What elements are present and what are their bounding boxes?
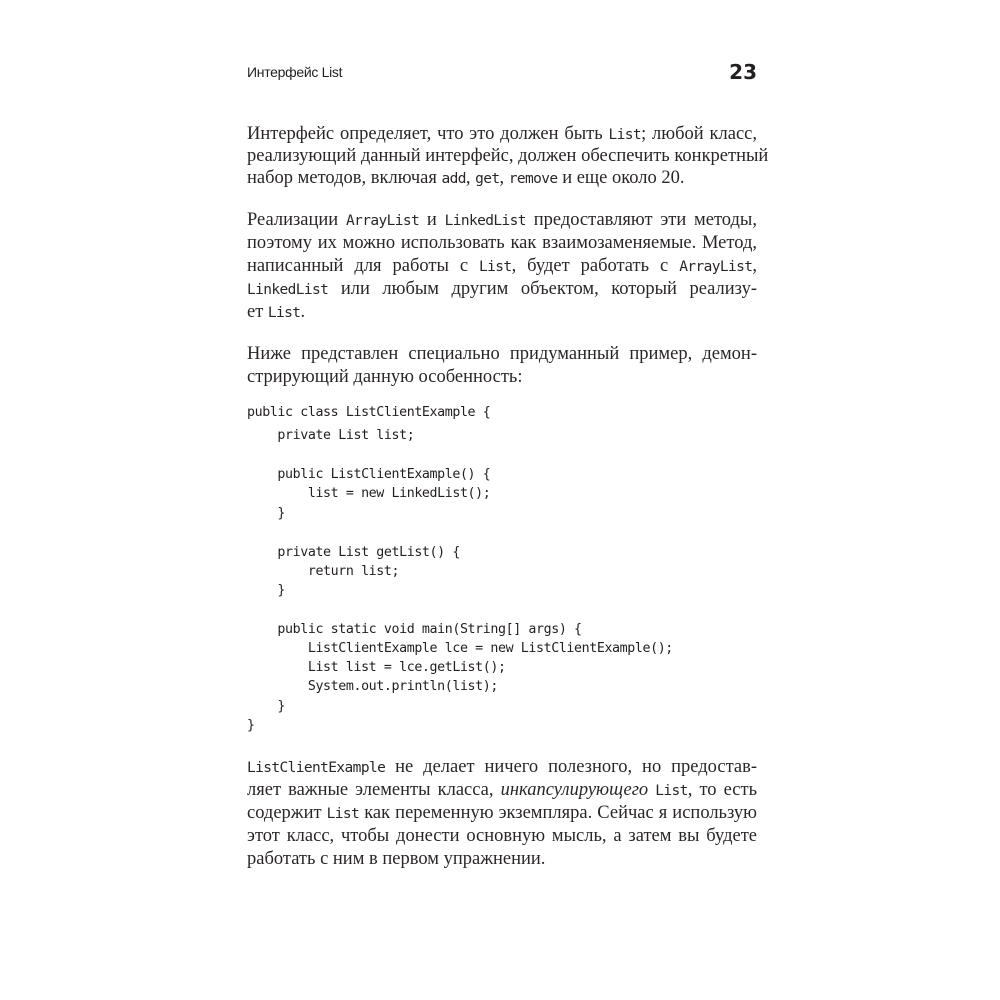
text-run: предоставляют эти методы, <box>525 210 757 230</box>
text-run: и <box>419 210 445 230</box>
paragraph-2-line <box>247 278 757 301</box>
text-run: Интерфейс определяет, что это должен быть <box>247 124 609 144</box>
paragraph-3-line <box>247 366 757 388</box>
inline-code: add <box>441 171 466 187</box>
text-run: , будет работать с <box>511 256 680 276</box>
text-run: ляет важные элементы класса, <box>247 780 501 800</box>
code-line: public class ListClientExample { <box>247 405 491 420</box>
emphasis-text: инкапсулирующего <box>500 780 649 800</box>
paragraph-1-line <box>247 145 769 167</box>
code-line: } <box>247 506 286 521</box>
text-run: реализующий данный интерфейс, должен обеспечить конкретный <box>247 146 769 166</box>
code-line: public static void main(String[] args) { <box>247 622 582 637</box>
code-line: List list = lce.getList(); <box>247 660 506 675</box>
paragraph-4-line <box>247 848 757 870</box>
inline-code: List <box>326 806 360 822</box>
paragraph-1-line <box>247 123 757 146</box>
inline-code: List <box>479 259 512 275</box>
paragraph-2-line <box>247 255 757 278</box>
code-line: System.out.println(list); <box>247 679 498 694</box>
inline-code: List <box>267 305 301 321</box>
text-run: поэтому их можно использовать как взаимозаменяемые. Метод, <box>247 233 757 253</box>
inline-code: LinkedList <box>444 213 526 229</box>
text-run: ; любой класс, <box>641 124 757 144</box>
page-number: 23 <box>729 60 757 84</box>
text-run: содержит <box>247 803 327 823</box>
text-run: набор методов, включая <box>247 168 442 188</box>
text-run: , то есть <box>687 780 758 800</box>
text-run: написанный для работы с <box>247 256 480 276</box>
code-line: private List getList() { <box>247 545 460 560</box>
text-run: Ниже представлен специально придуманный пример, демон- <box>247 344 757 364</box>
paragraph-2-line <box>247 232 757 254</box>
text-run: или любым другим объектом, который реализу- <box>328 279 757 299</box>
code-line: } <box>247 583 286 598</box>
inline-code: ArrayList <box>345 213 420 229</box>
code-line: public ListClientExample() { <box>247 467 491 482</box>
code-line: ListClientExample lce = new ListClientExample(); <box>247 641 673 656</box>
inline-code: List <box>608 127 642 143</box>
paragraph-4-line <box>247 756 757 779</box>
running-header: Интерфейс List <box>247 64 343 80</box>
text-run: ет <box>247 302 268 322</box>
inline-code: ArrayList <box>679 259 753 275</box>
code-line: } <box>247 718 255 733</box>
inline-code: List <box>655 783 688 799</box>
code-line: list = new LinkedList(); <box>247 486 491 501</box>
text-run: этот класс, чтобы донести основную мысль, а затем вы будете <box>247 826 757 846</box>
text-run: стрирующий данную особенность: <box>247 367 523 387</box>
paragraph-4-line <box>247 825 757 847</box>
code-line: } <box>247 699 286 714</box>
paragraph-2-line <box>247 301 757 324</box>
paragraph-3-line <box>247 343 757 365</box>
paragraph-2-line <box>247 209 757 232</box>
text-run: работать с ним в первом упражнении. <box>247 849 546 869</box>
inline-code: get <box>475 171 500 187</box>
code-line: private List list; <box>247 428 415 443</box>
paragraph-4-line <box>247 779 757 802</box>
text-run: , <box>752 256 757 276</box>
text-run: , <box>499 168 509 188</box>
text-run: , <box>465 168 476 188</box>
text-run: Реализации <box>247 210 346 230</box>
inline-code: ListClientExample <box>247 760 386 776</box>
code-line: return list; <box>247 564 400 579</box>
paragraph-1-line <box>247 167 757 190</box>
text-run: и еще около 20. <box>557 168 685 188</box>
inline-code: LinkedList <box>247 282 329 298</box>
text-run: . <box>300 302 306 322</box>
text-run: не делает ничего полезного, но предостав- <box>385 757 757 777</box>
paragraph-4-line <box>247 802 757 825</box>
text-run: как переменную экземпляра. Сейчас я использую <box>359 803 757 823</box>
inline-code: remove <box>508 171 558 187</box>
